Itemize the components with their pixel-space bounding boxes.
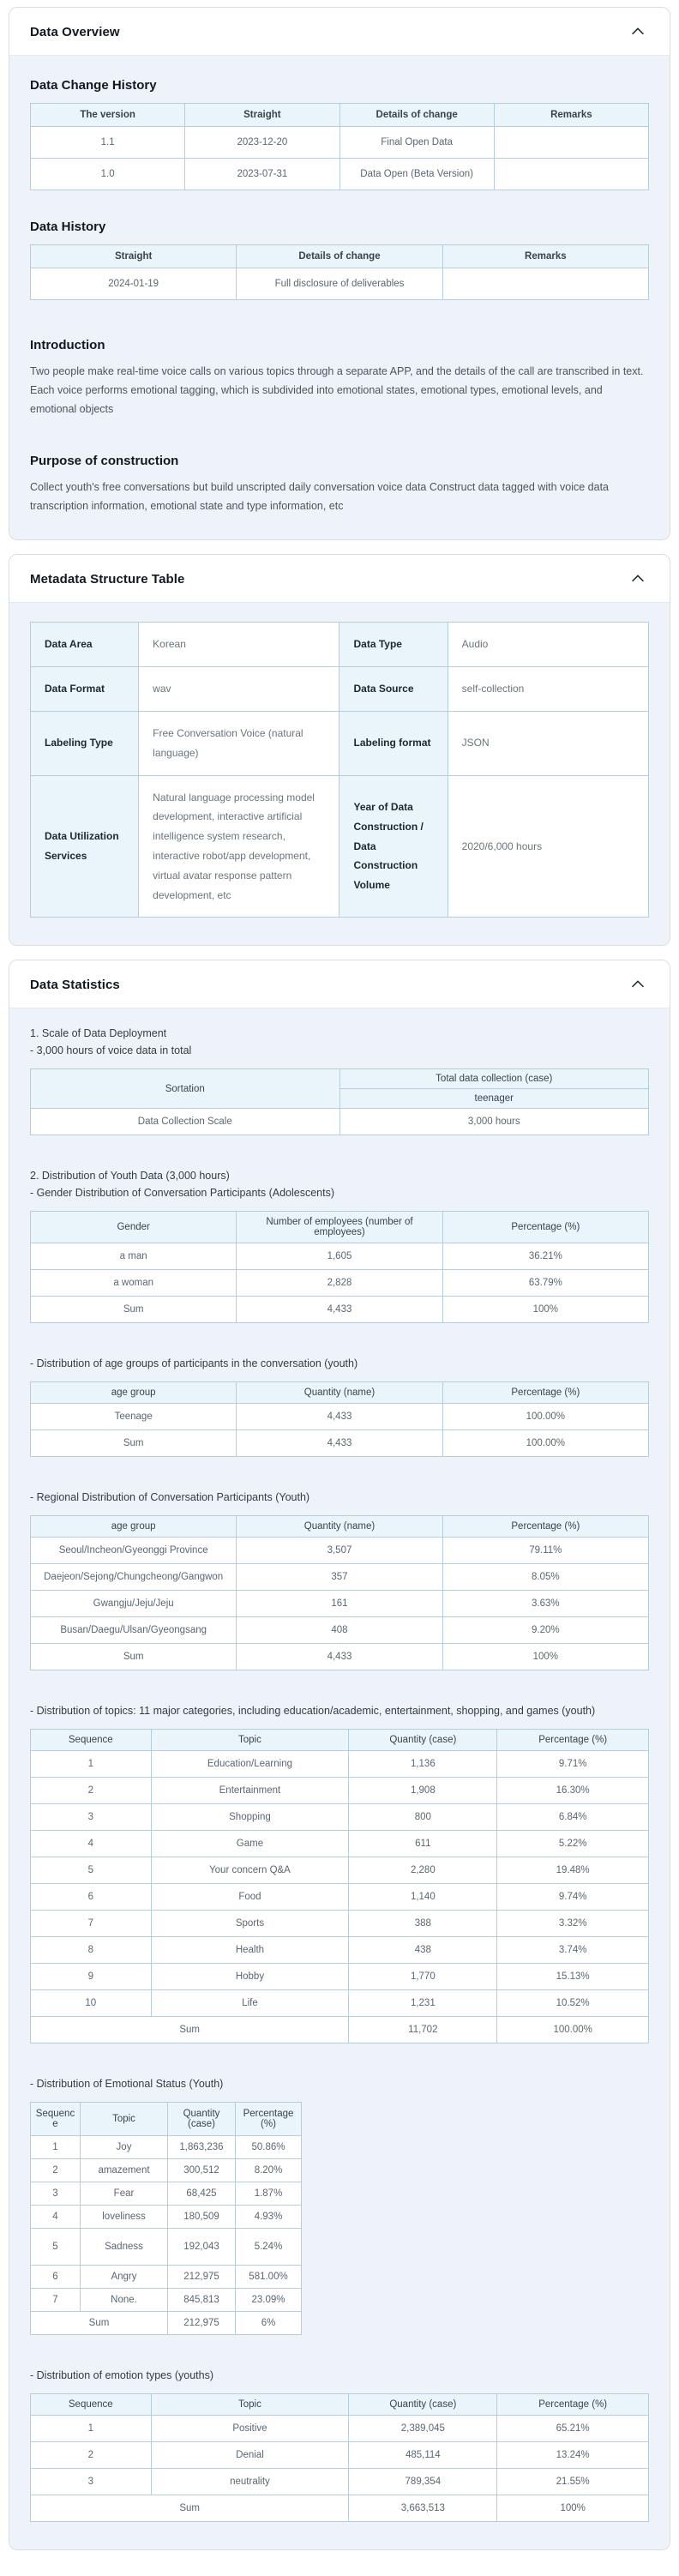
age-distribution-label: - Distribution of age groups of participants in the conversation (youth): [30, 1357, 358, 1370]
column-header: Straight: [185, 104, 340, 127]
table-cell: 357: [237, 1564, 442, 1591]
region-distribution-table: [30, 1515, 649, 1670]
table-cell: 4,433: [237, 1404, 442, 1430]
metadata-table: [30, 622, 649, 918]
table-cell: 23.09%: [236, 2289, 302, 2312]
data-history-table: [30, 244, 649, 300]
column-header: Sequence: [31, 1730, 152, 1751]
table-cell: 65.21%: [497, 2416, 649, 2442]
emotion-types-table: [30, 2393, 649, 2522]
table-row: [31, 711, 649, 775]
chevron-up-icon: [628, 975, 647, 994]
table-row: [31, 2229, 302, 2266]
table-cell: 485,114: [349, 2442, 497, 2469]
table-cell: Busan/Daegu/Ulsan/Gyeongsang: [31, 1617, 237, 1644]
row-label: Data Source: [340, 667, 448, 712]
column-header: Topic: [81, 2103, 168, 2136]
table-cell: neutrality: [151, 2469, 349, 2495]
table-row: [31, 2182, 302, 2206]
column-header: Percentage (%): [442, 1382, 648, 1404]
column-header: Percentage (%): [236, 2103, 302, 2136]
table-cell: Final Open Data: [340, 127, 494, 159]
table-cell: 1.87%: [236, 2182, 302, 2206]
table-cell: 1,863,236: [168, 2136, 236, 2159]
table-cell: 1,231: [349, 1990, 497, 2017]
table-cell: [494, 127, 648, 159]
table-cell: Sadness: [81, 2229, 168, 2266]
table-cell: Korean: [139, 623, 340, 667]
column-header: Quantity (case): [349, 2394, 497, 2416]
table-cell: Sum: [31, 2495, 349, 2522]
table-cell: Gwangju/Jeju/Jeju: [31, 1591, 237, 1617]
header-row: [31, 1212, 649, 1243]
column-header: Remarks: [494, 104, 648, 127]
table-cell: 5.22%: [497, 1831, 649, 1857]
table-row: [31, 1538, 649, 1564]
table-row: [31, 2136, 302, 2159]
table-cell: 8.20%: [236, 2159, 302, 2182]
table-cell: 1.0: [31, 159, 185, 190]
table-cell: 63.79%: [442, 1270, 648, 1297]
row-label: Data Format: [31, 667, 139, 712]
table-cell: Joy: [81, 2136, 168, 2159]
table-cell: 388: [349, 1911, 497, 1937]
collapse-section-button[interactable]: [627, 973, 649, 996]
table-cell: a man: [31, 1243, 237, 1270]
column-header: Percentage (%): [442, 1212, 648, 1243]
section-title: Data Overview: [30, 24, 120, 39]
table-cell: 7: [31, 1911, 152, 1937]
table-cell: Daejeon/Sejong/Chungcheong/Gangwon: [31, 1564, 237, 1591]
table-cell: Sum: [31, 2017, 349, 2043]
header-row: [31, 245, 649, 268]
table-row: [31, 2416, 649, 2442]
table-cell: Shopping: [151, 1804, 349, 1831]
age-distribution-table: [30, 1381, 649, 1457]
table-cell: amazement: [81, 2159, 168, 2182]
row-label: Year of Data Construction / Data Construction Volume: [340, 775, 448, 918]
table-cell: 1,908: [349, 1778, 497, 1804]
table-cell: 1: [31, 2416, 152, 2442]
table-cell: Your concern Q&A: [151, 1857, 349, 1884]
table-cell: 100%: [442, 1297, 648, 1323]
table-cell: 2: [31, 2442, 152, 2469]
table-row: [31, 1243, 649, 1270]
table-cell: loveliness: [81, 2206, 168, 2229]
table-cell: 4: [31, 1831, 152, 1857]
introduction-heading: Introduction: [30, 338, 105, 352]
table-cell: Sports: [151, 1911, 349, 1937]
table-cell: 100%: [442, 1644, 648, 1670]
youth-distribution-heading: 2. Distribution of Youth Data (3,000 hours): [30, 1170, 230, 1183]
table-cell: self-collection: [448, 667, 648, 712]
data-statistics-card: [9, 960, 670, 2550]
column-header: Quantity (name): [237, 1382, 442, 1404]
column-header: age group: [31, 1516, 237, 1538]
table-cell: 800: [349, 1804, 497, 1831]
table-row: [31, 1617, 649, 1644]
column-header: Total data collection (case): [340, 1069, 649, 1089]
column-header: Sortation: [31, 1069, 340, 1109]
column-header: Quantity (case): [349, 1730, 497, 1751]
column-header: Topic: [151, 2394, 349, 2416]
table-row: [31, 1884, 649, 1911]
table-cell: [442, 268, 648, 300]
column-header: Details of change: [340, 104, 494, 127]
emotion-status-table: [30, 2102, 649, 2335]
table-cell: 611: [349, 1831, 497, 1857]
table-cell: Seoul/Incheon/Gyeonggi Province: [31, 1538, 237, 1564]
column-header: Percentage (%): [497, 1730, 649, 1751]
table-row: [31, 1564, 649, 1591]
table-cell: 1,770: [349, 1964, 497, 1990]
table-cell: 16.30%: [497, 1778, 649, 1804]
table-row: [31, 1297, 649, 1323]
table-row: [31, 1644, 649, 1670]
header-row: [31, 2103, 302, 2136]
table-cell: 4: [31, 2206, 81, 2229]
table-cell: 438: [349, 1937, 497, 1964]
table-cell: 4.93%: [236, 2206, 302, 2229]
table-cell: 5: [31, 2229, 81, 2266]
table-row: [31, 1591, 649, 1617]
table-cell: 10: [31, 1990, 152, 2017]
column-header: age group: [31, 1382, 237, 1404]
table-cell: a woman: [31, 1270, 237, 1297]
table-cell: 5.24%: [236, 2229, 302, 2266]
table-cell: 1: [31, 1751, 152, 1778]
table-cell: 3,507: [237, 1538, 442, 1564]
section-title: Data Statistics: [30, 977, 120, 992]
table-cell: 7: [31, 2289, 81, 2312]
table-row: [31, 1430, 649, 1457]
table-cell: Data Open (Beta Version): [340, 159, 494, 190]
introduction-text: Two people make real-time voice calls on various topics through a separate APP, and the details of the call are transcribed in text. Each voice performs emotional tagging, which is subdivided into emotional states, emotional types, emotional levels, and emotional objects: [30, 365, 644, 415]
table-cell: 15.13%: [497, 1964, 649, 1990]
gender-distribution-table: [30, 1211, 649, 1323]
table-row: [31, 1109, 649, 1135]
table-cell: 3.63%: [442, 1591, 648, 1617]
table-cell: 3: [31, 2182, 81, 2206]
table-cell: 79.11%: [442, 1538, 648, 1564]
table-row: [31, 2159, 302, 2182]
row-label: Data Area: [31, 623, 139, 667]
chevron-up-icon: [628, 22, 647, 41]
column-header: Sequence: [31, 2103, 81, 2136]
table-cell: 6%: [236, 2312, 302, 2335]
row-label: Labeling format: [340, 711, 448, 775]
table-row: [31, 775, 649, 918]
table-cell: Game: [151, 1831, 349, 1857]
emotion-types-label: - Distribution of emotion types (youths): [30, 2369, 213, 2382]
table-cell: Sum: [31, 1430, 237, 1457]
table-cell: 6.84%: [497, 1804, 649, 1831]
table-cell: 8.05%: [442, 1564, 648, 1591]
table-cell: 19.48%: [497, 1857, 649, 1884]
table-cell: 1,136: [349, 1751, 497, 1778]
collapse-section-button[interactable]: [627, 568, 649, 590]
table-cell: 4,433: [237, 1297, 442, 1323]
table-row: [31, 1937, 649, 1964]
table-cell: 2,828: [237, 1270, 442, 1297]
table-cell: 161: [237, 1591, 442, 1617]
table-cell: 8: [31, 1937, 152, 1964]
topics-distribution-table: [30, 1729, 649, 2043]
table-cell: 408: [237, 1617, 442, 1644]
table-cell: 2024-01-19: [31, 268, 237, 300]
table-cell: 2023-12-20: [185, 127, 340, 159]
header-row: [31, 1069, 649, 1089]
table-cell: Food: [151, 1884, 349, 1911]
change-history-heading: Data Change History: [30, 78, 157, 93]
column-header: Percentage (%): [442, 1516, 648, 1538]
column-header: Remarks: [442, 245, 648, 268]
row-label: Labeling Type: [31, 711, 139, 775]
table-cell: Education/Learning: [151, 1751, 349, 1778]
table-cell: 192,043: [168, 2229, 236, 2266]
column-header: Quantity (case): [168, 2103, 236, 2136]
table-cell: 68,425: [168, 2182, 236, 2206]
header-row: [31, 1382, 649, 1404]
row-label: Data Utilization Services: [31, 775, 139, 918]
table-cell: JSON: [448, 711, 648, 775]
table-cell: 9: [31, 1964, 152, 1990]
table-row: [31, 2266, 302, 2289]
statistics-header[interactable]: [9, 960, 670, 1008]
table-cell: 212,975: [168, 2312, 236, 2335]
column-header: Topic: [151, 1730, 349, 1751]
data-overview-card: [9, 7, 670, 540]
table-cell: 6: [31, 1884, 152, 1911]
table-cell: 50.86%: [236, 2136, 302, 2159]
data-overview-header[interactable]: [9, 8, 670, 56]
table-cell: Positive: [151, 2416, 349, 2442]
table-row: [31, 667, 649, 712]
column-header: Details of change: [237, 245, 442, 268]
table-cell: 3,663,513: [349, 2495, 497, 2522]
header-row: [31, 2394, 649, 2416]
table-cell: Natural language processing model development, interactive artificial intelligence system research, interactive robot/app development, virtual avatar response pattern development, etc: [139, 775, 340, 918]
table-row: [31, 1857, 649, 1884]
table-cell: 6: [31, 2266, 81, 2289]
column-header: Quantity (name): [237, 1516, 442, 1538]
change-history-table: [30, 103, 649, 190]
table-cell: Denial: [151, 2442, 349, 2469]
table-cell: 2,280: [349, 1857, 497, 1884]
column-header: Gender: [31, 1212, 237, 1243]
table-row: [31, 2495, 649, 2522]
table-cell: 3,000 hours: [340, 1109, 649, 1135]
chevron-up-icon: [628, 569, 647, 588]
table-row: [31, 2206, 302, 2229]
table-cell: Sum: [31, 1297, 237, 1323]
column-header: teenager: [340, 1089, 649, 1109]
table-row: [31, 159, 649, 190]
table-cell: 5: [31, 1857, 152, 1884]
table-cell: Fear: [81, 2182, 168, 2206]
row-label: Data Type: [340, 623, 448, 667]
table-cell: 2023-07-31: [185, 159, 340, 190]
table-cell: 180,509: [168, 2206, 236, 2229]
table-cell: Data Collection Scale: [31, 1109, 340, 1135]
table-cell: 13.24%: [497, 2442, 649, 2469]
table-row: [31, 2442, 649, 2469]
table-cell: Audio: [448, 623, 648, 667]
table-cell: 3.32%: [497, 1911, 649, 1937]
table-row: [31, 2469, 649, 2495]
table-cell: 300,512: [168, 2159, 236, 2182]
table-row: [31, 1990, 649, 2017]
table-cell: [494, 159, 648, 190]
metadata-body: [9, 603, 670, 945]
table-cell: 1.1: [31, 127, 185, 159]
header-row: [31, 1730, 649, 1751]
scale-subtext: - 3,000 hours of voice data in total: [30, 1044, 192, 1057]
table-cell: 2,389,045: [349, 2416, 497, 2442]
table-cell: wav: [139, 667, 340, 712]
table-row: [31, 2289, 302, 2312]
scale-table: [30, 1068, 649, 1135]
table-cell: 21.55%: [497, 2469, 649, 2495]
header-row: [31, 1516, 649, 1538]
table-row: [31, 1778, 649, 1804]
table-cell: 3: [31, 2469, 152, 2495]
table-cell: 212,975: [168, 2266, 236, 2289]
data-overview-body: [9, 56, 670, 539]
table-cell: 1: [31, 2136, 81, 2159]
table-cell: 9.74%: [497, 1884, 649, 1911]
column-header: Number of employees (number of employees): [237, 1212, 442, 1243]
table-row: [31, 1751, 649, 1778]
table-cell: 3: [31, 1804, 152, 1831]
table-cell: 100.00%: [497, 2017, 649, 2043]
table-cell: Life: [151, 1990, 349, 2017]
column-header: The version: [31, 104, 185, 127]
table-cell: Teenage: [31, 1404, 237, 1430]
table-cell: Free Conversation Voice (natural language): [139, 711, 340, 775]
header-row: [31, 104, 649, 127]
purpose-text: Collect youth's free conversations but build unscripted daily conversation voice data Construct data tagged with voice data transcription information, emotional state and type information, etc: [30, 480, 609, 512]
table-row: [31, 623, 649, 667]
table-cell: 36.21%: [442, 1243, 648, 1270]
table-row: [31, 1964, 649, 1990]
table-cell: Hobby: [151, 1964, 349, 1990]
table-cell: 3.74%: [497, 1937, 649, 1964]
table-cell: 581.00%: [236, 2266, 302, 2289]
table-cell: Sum: [31, 2312, 168, 2335]
table-row: [31, 1831, 649, 1857]
table-cell: 4,433: [237, 1430, 442, 1457]
table-cell: 1,605: [237, 1243, 442, 1270]
table-row: [31, 1804, 649, 1831]
scale-heading: 1. Scale of Data Deployment: [30, 1027, 167, 1040]
table-cell: Full disclosure of deliverables: [237, 268, 442, 300]
table-cell: 2: [31, 2159, 81, 2182]
emotion-status-label: - Distribution of Emotional Status (Youth): [30, 2078, 224, 2091]
column-header: Percentage (%): [497, 2394, 649, 2416]
topics-distribution-label: - Distribution of topics: 11 major categories, including education/academic, entertainment, shopping, and games (youth): [30, 1705, 596, 1718]
statistics-body: [9, 1008, 670, 2549]
table-cell: 9.20%: [442, 1617, 648, 1644]
region-distribution-label: - Regional Distribution of Conversation Participants (Youth): [30, 1491, 310, 1504]
table-row: [31, 1404, 649, 1430]
table-cell: Entertainment: [151, 1778, 349, 1804]
table-cell: 1,140: [349, 1884, 497, 1911]
table-cell: 845,813: [168, 2289, 236, 2312]
table-row: [31, 2312, 302, 2335]
table-cell: 789,354: [349, 2469, 497, 2495]
table-row: [31, 1911, 649, 1937]
table-cell: Health: [151, 1937, 349, 1964]
collapse-section-button[interactable]: [627, 21, 649, 43]
table-row: [31, 127, 649, 159]
section-title: Metadata Structure Table: [30, 571, 185, 587]
table-cell: 11,702: [349, 2017, 497, 2043]
table-cell: 2: [31, 1778, 152, 1804]
table-cell: 9.71%: [497, 1751, 649, 1778]
table-cell: 10.52%: [497, 1990, 649, 2017]
table-row: [31, 268, 649, 300]
table-row: [31, 1270, 649, 1297]
column-header: Sequence: [31, 2394, 152, 2416]
table-cell: 100.00%: [442, 1404, 648, 1430]
gender-distribution-label: - Gender Distribution of Conversation Participants (Adolescents): [30, 1187, 335, 1200]
column-header: Straight: [31, 245, 237, 268]
table-cell: Sum: [31, 1644, 237, 1670]
metadata-header[interactable]: [9, 555, 670, 603]
table-cell: None.: [81, 2289, 168, 2312]
table-cell: 2020/6,000 hours: [448, 775, 648, 918]
data-history-heading: Data History: [30, 220, 106, 234]
table-cell: 100%: [497, 2495, 649, 2522]
table-cell: Angry: [81, 2266, 168, 2289]
table-cell: 4,433: [237, 1644, 442, 1670]
table-row: [31, 2017, 649, 2043]
metadata-card: [9, 554, 670, 946]
table-cell: 100.00%: [442, 1430, 648, 1457]
purpose-heading: Purpose of construction: [30, 453, 179, 468]
